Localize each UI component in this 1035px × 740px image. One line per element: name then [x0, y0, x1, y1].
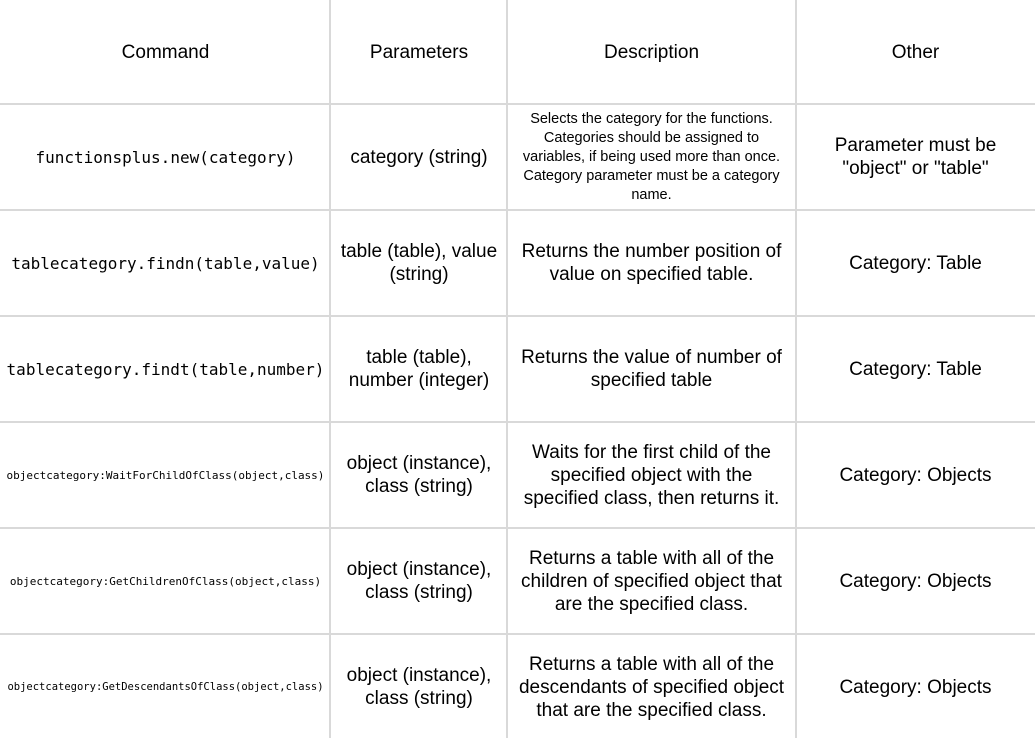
row-divider [0, 421, 1035, 423]
row-1-other: Parameter must be "object" or "table" [834, 135, 997, 179]
row-divider [0, 527, 1035, 529]
header-description: Description [603, 41, 700, 63]
row-2-other: Category: Table [849, 252, 982, 274]
row-4-other: Category: Objects [839, 464, 992, 486]
row-1-parameters: category (string) [350, 146, 488, 168]
header-parameters: Parameters [369, 41, 469, 63]
row-3-command: tablecategory.findt(table,number) [6, 359, 325, 379]
row-3-description: Returns the value of number of specified table [521, 347, 782, 391]
row-6-other: Category: Objects [839, 676, 992, 698]
row-4-parameters: object (instance), class (string) [346, 453, 492, 497]
row-6-parameters: object (instance), class (string) [346, 665, 492, 709]
row-1-command: functionsplus.new(category) [35, 147, 296, 167]
row-3-other: Category: Table [849, 358, 982, 380]
row-divider [0, 103, 1035, 105]
row-4-command: objectcategory:WaitForChildOfClass(object,class) [6, 468, 325, 482]
row-divider [0, 633, 1035, 635]
row-divider [0, 315, 1035, 317]
column-divider [506, 0, 508, 738]
row-2-description: Returns the number position of value on specified table. [521, 241, 782, 285]
row-5-other: Category: Objects [839, 570, 992, 592]
row-4-description: Waits for the first child of the specified object with the specified class, then returns it. [523, 441, 780, 509]
row-6-command: objectcategory:GetDescendantsOfClass(object,class) [7, 680, 324, 693]
row-6-description: Returns a table with all of the descendants of specified object that are the specified class. [518, 653, 785, 721]
row-2-parameters: table (table), value (string) [340, 241, 498, 285]
row-5-command: objectcategory:GetChildrenOfClass(object,class) [9, 574, 322, 588]
header-other: Other [891, 41, 940, 63]
row-divider [0, 209, 1035, 211]
row-1-description: Selects the category for the functions. Categories should be assigned to variables, if being used more than once. Category parameter must be a category name. [522, 110, 781, 203]
header-command: Command [121, 41, 210, 63]
column-divider [795, 0, 797, 738]
column-divider [329, 0, 331, 738]
row-5-description: Returns a table with all of the children of specified object that are the specified class. [521, 547, 782, 615]
row-2-command: tablecategory.findn(table,value) [11, 253, 320, 273]
row-3-parameters: table (table), number (integer) [348, 347, 490, 391]
row-5-parameters: object (instance), class (string) [346, 559, 492, 603]
